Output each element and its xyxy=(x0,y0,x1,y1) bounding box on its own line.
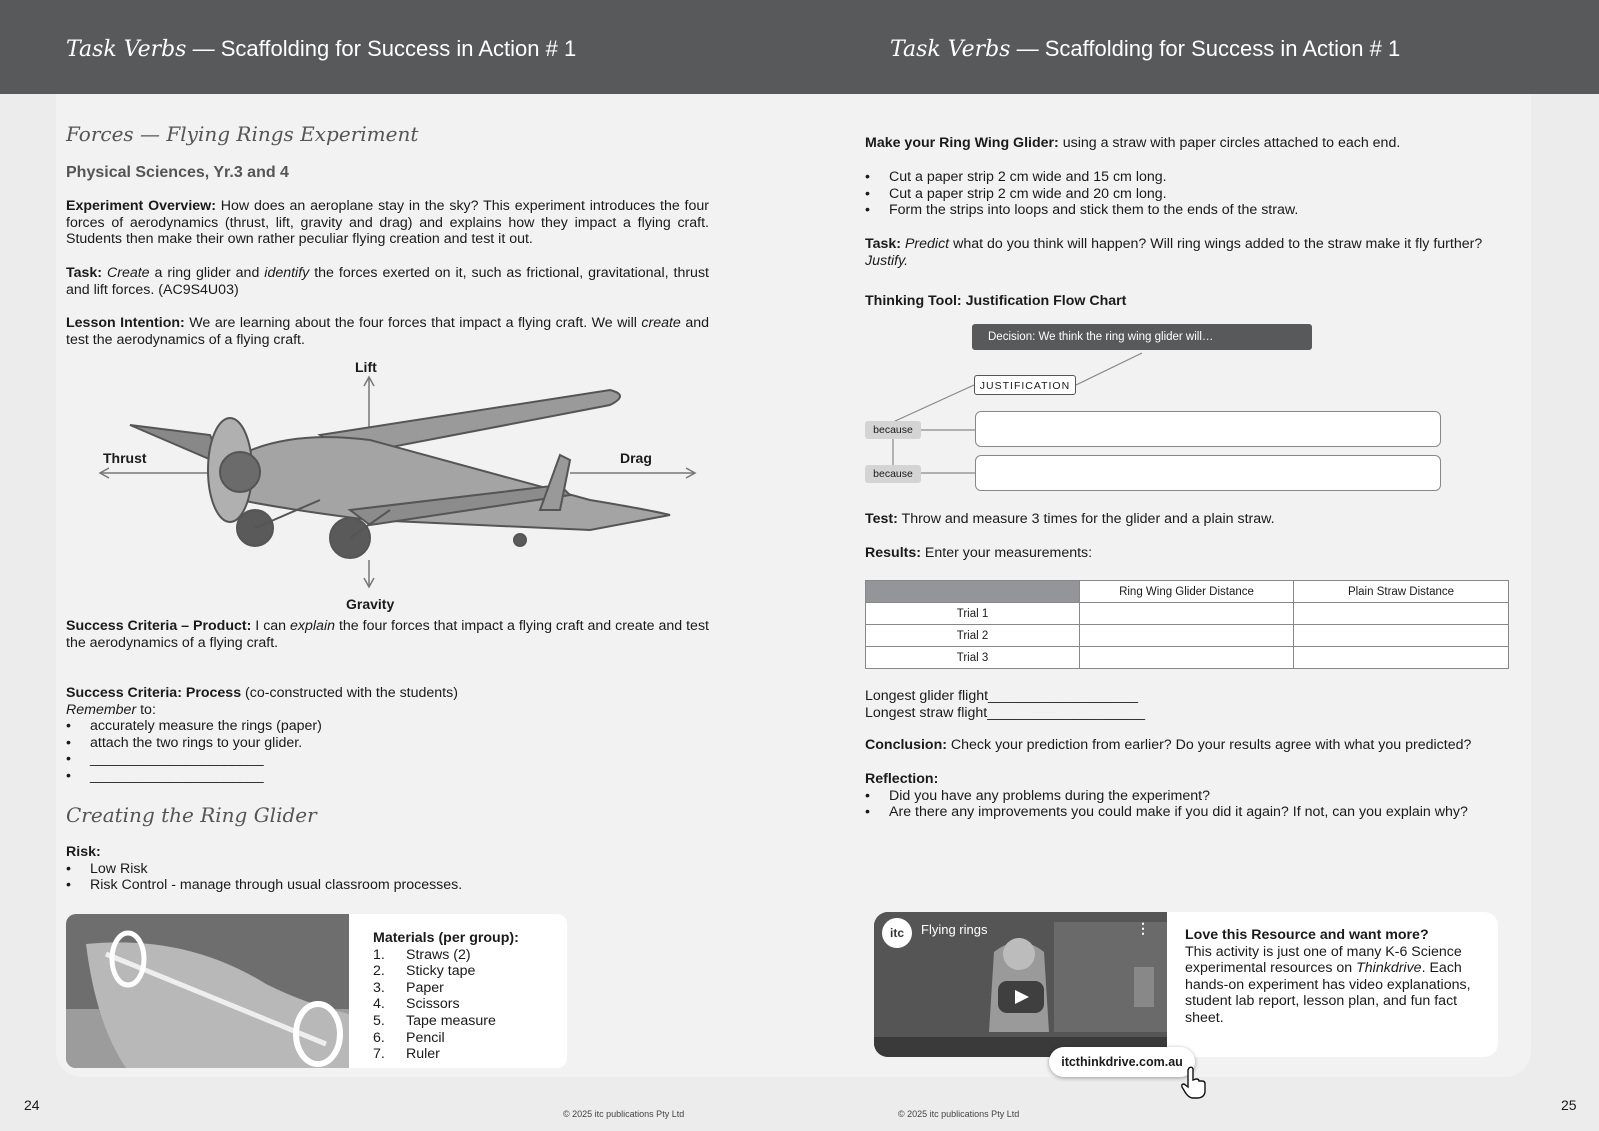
header-title-right: Task Verbs — Scaffolding for Success in Action # 1 xyxy=(890,36,1401,62)
risk-section: Risk: • Low Risk • Risk Control - manage through usual classroom processes. xyxy=(66,844,709,894)
promo-text: Love this Resource and want more? This activity is just one of many K-6 Science experimental resources on Thinkdrive. Each hands-on experiment has video explanations, student lab report, lesson plan, and fun fact sheet. xyxy=(1185,927,1471,1026)
success-criteria-process: Success Criteria: Process (co-constructed with the students) Remember to: • accurately measure the rings (paper) • attach the two rings to your glider. • ______________________ • ______________________ xyxy=(66,685,709,785)
task-paragraph: Task: Create a ring glider and identify the forces exerted on it, such as frictional, gravitational, thrust and lift forces. (AC9S4U03) xyxy=(66,265,709,298)
experiment-title: Forces — Flying Rings Experiment xyxy=(66,122,419,146)
list-item: • ______________________ xyxy=(66,751,709,768)
play-button[interactable] xyxy=(998,981,1044,1013)
list-item: 5. Tape measure xyxy=(373,1012,496,1029)
longest-flights xyxy=(865,688,1515,721)
list-item: • attach the two rings to your glider. xyxy=(66,735,709,752)
lesson-intention-paragraph: Lesson Intention: We are learning about the four forces that impact a flying craft. We will create and test the aerodynamics of a flying craft. xyxy=(66,315,709,348)
predict-task-paragraph: Task: Predict what do you think will happen? Will ring wings added to the straw make it fly further? Justify. xyxy=(865,236,1483,269)
table-row xyxy=(866,603,1509,625)
make-glider-paragraph: Make your Ring Wing Glider: using a straw with paper circles attached to each end. xyxy=(865,135,1401,151)
table-header-straw: Plain Straw Distance xyxy=(1294,581,1509,603)
test-paragraph: Test: Throw and measure 3 times for the glider and a plain straw. xyxy=(865,511,1275,527)
table-cell-input[interactable] xyxy=(1294,603,1509,625)
flow-because-2: because xyxy=(865,465,921,483)
steps-list xyxy=(865,169,1515,219)
materials-list: Materials (per group): 1. Straws (2) 2. Sticky tape 3. Paper 4. Scissors 5. Tape measure 6. Pencil 7. Ruler xyxy=(373,930,563,1063)
header-title-left: Task Verbs — Scaffolding for Success in Action # 1 xyxy=(66,36,577,62)
force-label-gravity: Gravity xyxy=(346,596,395,612)
list-item: 4. Scissors xyxy=(373,996,460,1013)
overview-paragraph: Experiment Overview: How does an aeroplane stay in the sky? This experiment introduces the four forces of aerodynamics (thrust, lift, gravity and drag) and explains how they impact a flying craft. Students then make their own rather peculiar flying creation and test it out. xyxy=(66,198,710,248)
header-bar xyxy=(0,0,1599,94)
list-item: • Cut a paper strip 2 cm wide and 20 cm long. xyxy=(865,186,1515,203)
list-item: • Form the strips into loops and stick them to the ends of the straw. xyxy=(865,202,1515,219)
table-cell-trial: Trial 2 xyxy=(866,625,1080,647)
table-header-glider: Ring Wing Glider Distance xyxy=(1080,581,1294,603)
page-number-right: 25 xyxy=(1561,1097,1577,1113)
copyright-left: © 2025 itc publications Pty Ltd xyxy=(563,1109,685,1119)
force-label-drag: Drag xyxy=(620,450,652,466)
longest-glider-line: Longest glider flight___________________ xyxy=(865,688,1138,704)
flow-because-1: because xyxy=(865,421,921,439)
table-cell-input[interactable] xyxy=(1294,647,1509,669)
table-row xyxy=(866,647,1509,669)
conclusion-paragraph: Conclusion: Check your prediction from earlier? Do your results agree with what you predicted? xyxy=(865,737,1472,753)
list-item: 2. Sticky tape xyxy=(373,963,476,980)
pointer-hand-icon xyxy=(1180,1066,1208,1100)
success-criteria-product: Success Criteria – Product: I can explain the four forces that impact a flying craft and create and test the aerodynamics of a flying craft. xyxy=(66,618,709,651)
longest-straw-line: Longest straw flight____________________ xyxy=(865,704,1146,721)
plane-illustration xyxy=(90,360,710,600)
thinkdrive-link[interactable]: itcthinkdrive.com.au xyxy=(1049,1047,1195,1077)
list-item: • Low Risk xyxy=(66,861,709,878)
list-item: 1. Straws (2) xyxy=(373,946,471,963)
table-cell-input[interactable] xyxy=(1080,603,1294,625)
more-options-icon[interactable]: ⋮ xyxy=(1136,920,1150,936)
materials-card xyxy=(66,914,567,1068)
list-item: • Are there any improvements you could make if you did it again? If not, can you explain why? xyxy=(865,804,1525,821)
list-item: • Did you have any problems during the experiment? xyxy=(865,788,1525,805)
flow-reason-input-1[interactable] xyxy=(975,411,1441,447)
reflection-section: Reflection: • Did you have any problems during the experiment? • Are there any improvements you could make if you did it again? If not, can you explain why? xyxy=(865,771,1525,821)
list-item: 3. Paper xyxy=(373,979,444,996)
video-thumbnail[interactable] xyxy=(874,912,1167,1057)
flow-justification-box: JUSTIFICATION xyxy=(974,375,1076,395)
list-item: • ______________________ xyxy=(66,768,709,785)
list-item: • accurately measure the rings (paper) xyxy=(66,718,709,735)
table-cell-trial: Trial 1 xyxy=(866,603,1080,625)
list-item: 7. Ruler xyxy=(373,1046,440,1063)
force-label-thrust: Thrust xyxy=(103,450,147,466)
subject-subtitle: Physical Sciences, Yr.3 and 4 xyxy=(66,164,289,181)
table-cell-trial: Trial 3 xyxy=(866,647,1080,669)
creating-title: Creating the Ring Glider xyxy=(66,803,317,827)
ring-glider-photo xyxy=(66,914,349,1068)
table-header-blank xyxy=(866,581,1080,603)
thinking-tool-label: Thinking Tool: Justification Flow Chart xyxy=(865,293,1127,309)
list-item: • Cut a paper strip 2 cm wide and 15 cm long. xyxy=(865,169,1515,186)
table-cell-input[interactable] xyxy=(1080,625,1294,647)
results-table xyxy=(865,580,1509,669)
page-number-left: 24 xyxy=(24,1097,40,1113)
table-cell-input[interactable] xyxy=(1294,625,1509,647)
table-row xyxy=(866,625,1509,647)
force-label-lift: Lift xyxy=(355,359,377,375)
channel-logo: itc xyxy=(882,918,912,948)
flow-reason-input-2[interactable] xyxy=(975,455,1441,491)
flow-decision-box: Decision: We think the ring wing glider will… xyxy=(972,324,1312,350)
play-icon xyxy=(1015,990,1029,1004)
copyright-right: © 2025 itc publications Pty Ltd xyxy=(898,1109,1020,1119)
promo-card xyxy=(874,912,1498,1057)
table-cell-input[interactable] xyxy=(1080,647,1294,669)
list-item: • Risk Control - manage through usual classroom processes. xyxy=(66,877,709,894)
results-paragraph: Results: Enter your measurements: xyxy=(865,545,1093,561)
list-item: 6. Pencil xyxy=(373,1029,445,1046)
video-title: Flying rings xyxy=(921,922,988,937)
